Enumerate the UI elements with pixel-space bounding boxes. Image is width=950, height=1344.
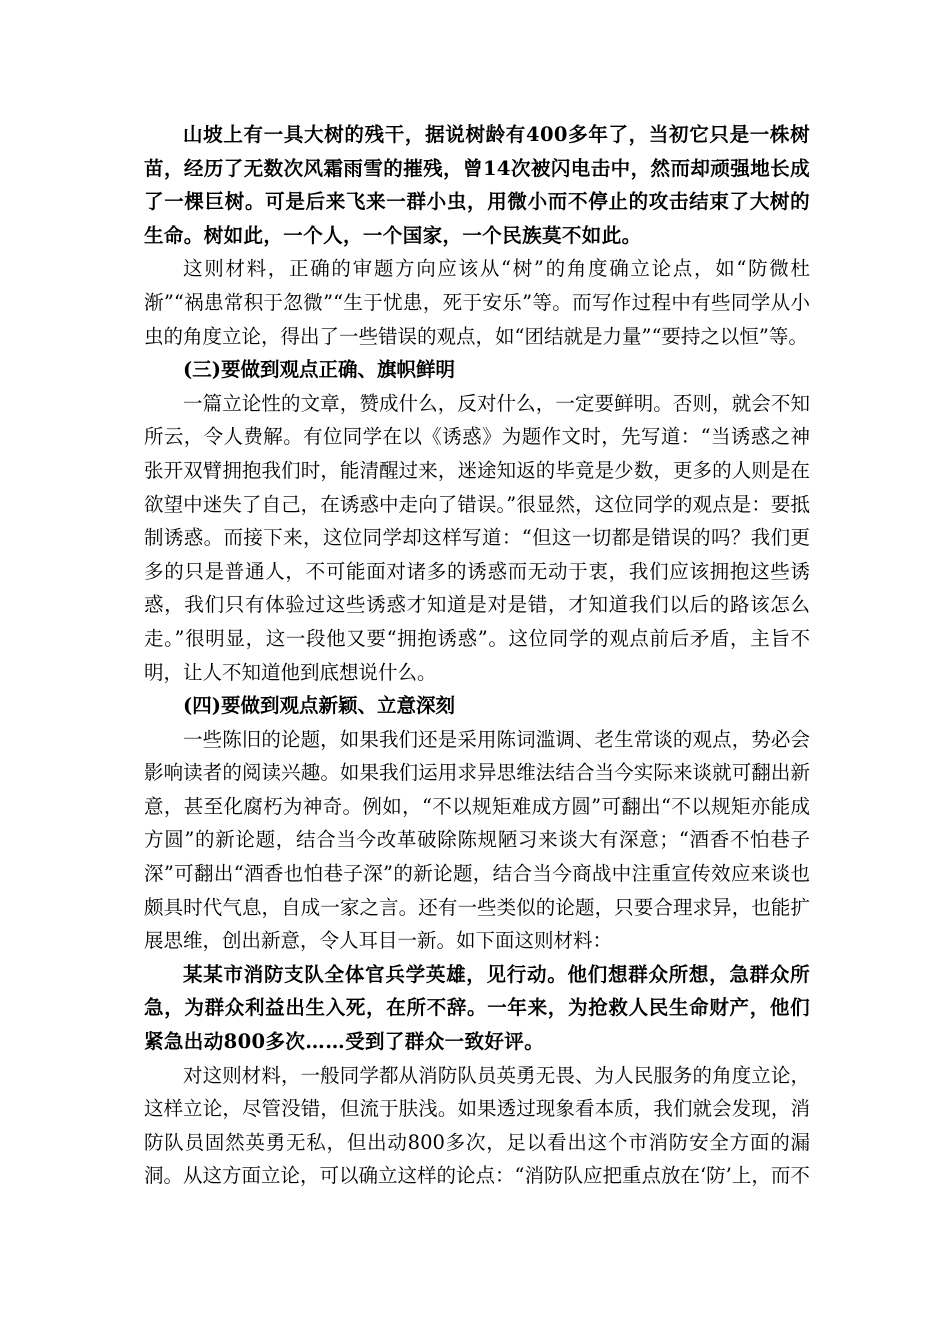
- paragraph-temptation: 一篇立论性的文章，赞成什么，反对什么，一定要鲜明。否则，就会不知所云，令人费解。有位同学在以《诱惑》为题作文时，先写道：“当诱惑之神张开双臂拥抱我们时，能清醒过来，迷途知返的毕竟是少数，更多的人则是在欲望中迷失了自己，在诱惑中走向了错误。”很显然，这位同学的观点是：要抵制诱惑。而接下来，这位同学却这样写道：“但这一切都是错误的吗？我们更多的只是普通人，不可能面对诸多的诱惑而无动于衷，我们应该拥抱这些诱惑，我们只有体验过这些诱惑才知道是对是错，才知道我们以后的路该怎么走。”很明显，这一段他又要“拥抱诱惑”。这位同学的观点前后矛盾，主旨不明，让人不知道他到底想说什么。: [144, 391, 810, 684]
- section-heading-3: (三)要做到观点正确、旗帜鲜明: [183, 358, 455, 382]
- section-heading-4: (四)要做到观点新颖、立意深刻: [183, 694, 455, 718]
- paragraph-tree-analysis: 这则材料，正确的审题方向应该从“树”的角度确立论点，如“防微杜渐”“祸患常积于忽微”“生于忧患，死于安乐”等。而写作过程中有些同学从小虫的角度立论，得出了一些错误的观点，如“团结就是力量”“要持之以恒”等。: [144, 257, 810, 348]
- material-quote-firefighters: 某某市消防支队全体官兵学英雄，见行动。他们想群众所想，急群众所急，为群众利益出生入死，在所不辞。一年来，为抢救人民生命财产，他们紧急出动800多次……受到了群众一致好评。: [144, 962, 810, 1054]
- document-page: [144, 118, 810, 1193]
- paragraph-novel-views: 一些陈旧的论题，如果我们还是采用陈词滥调、老生常谈的观点，势必会影响读者的阅读兴趣。如果我们运用求异思维法结合当今实际来谈就可翻出新意，甚至化腐朽为神奇。例如，“不以规矩难成方圆”可翻出“不以规矩亦能成方圆”的新论题，结合当今改革破除陈规陋习来谈大有深意；“酒香不怕巷子深”可翻出“酒香也怕巷子深”的新论题，结合当今商战中注重宣传效应来谈也颇具时代气息，自成一家之言。还有一些类似的论题，只要合理求异，也能扩展思维，创出新意，令人耳目一新。如下面这则材料：: [144, 727, 810, 953]
- paragraph-firefighter-analysis: 对这则材料，一般同学都从消防队员英勇无畏、为人民服务的角度立论，这样立论，尽管没错，但流于肤浅。如果透过现象看本质，我们就会发现，消防队员固然英勇无私，但出动800多次，足以看出这个市消防安全方面的漏洞。从这方面立论，可以确立这样的论点：“消防队应把重点放在‘防’上，而不: [144, 1063, 810, 1188]
- material-quote-tree: 山坡上有一具大树的残干，据说树龄有400多年了，当初它只是一株树苗，经历了无数次风霜雨雪的摧残，曾14次被闪电击中，然而却顽强地长成了一棵巨树。可是后来飞来一群小虫，用微小而不停止的攻击结束了大树的生命。树如此，一个人，一个国家，一个民族莫不如此。: [144, 123, 810, 247]
